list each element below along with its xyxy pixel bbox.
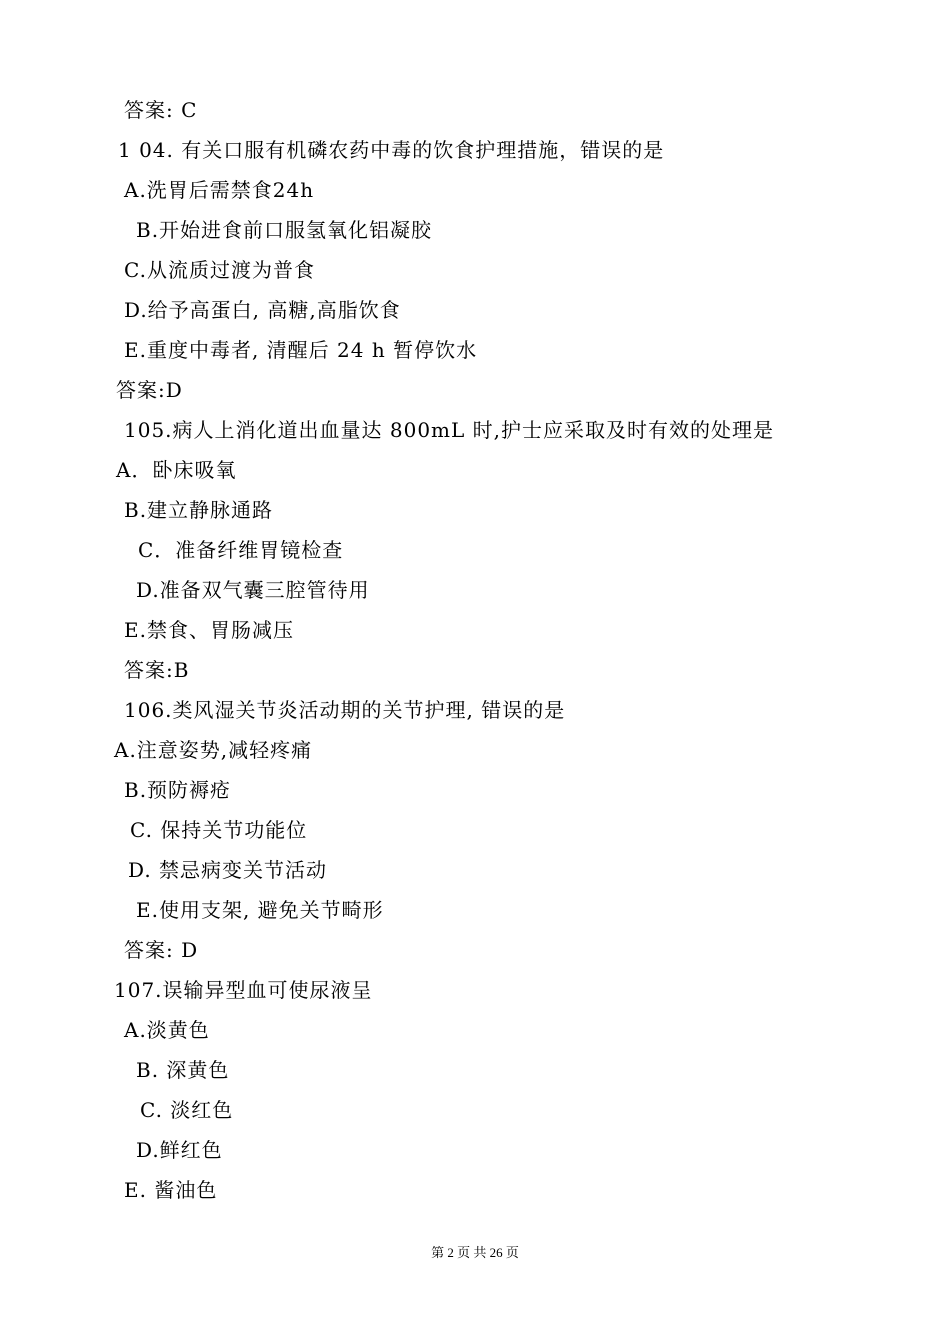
option-107-b: B. 深黄色: [136, 1058, 230, 1082]
option-107-a: A.淡黄色: [124, 1018, 210, 1042]
option-105-a: A．卧床吸氧: [116, 458, 237, 482]
option-107-e: E. 酱油色: [124, 1178, 218, 1202]
option-105-c: C．准备纤维胃镜检查: [138, 538, 344, 562]
option-106-b: B.预防褥疮: [124, 778, 232, 802]
option-105-b: B.建立静脉通路: [124, 498, 274, 522]
question-104: 1 04. 有关口服有机磷农药中毒的饮食护理措施，错误的是: [118, 138, 665, 162]
option-106-e: E.使用支架, 避免关节畸形: [136, 898, 384, 922]
option-105-d: D.准备双气囊三腔管待用: [136, 578, 370, 602]
answer-106: 答案: D: [124, 938, 199, 962]
option-104-e: E.重度中毒者, 清醒后 24 h 暂停饮水: [124, 338, 478, 362]
answer-104: 答案:D: [116, 378, 183, 402]
option-107-d: D.鲜红色: [136, 1138, 223, 1162]
question-106: 106.类风湿关节炎活动期的关节护理, 错误的是: [124, 698, 566, 722]
option-107-c: C. 淡红色: [140, 1098, 234, 1122]
question-107: 107.误输异型血可使尿液呈: [114, 978, 373, 1002]
option-106-c: C. 保持关节功能位: [130, 818, 308, 842]
option-105-e: E.禁食、胃肠减压: [124, 618, 294, 642]
question-105: 105.病人上消化道出血量达 800mL 时,护士应采取及时有效的处理是: [124, 418, 775, 442]
answer-103: 答案: C: [124, 98, 198, 122]
option-106-d: D. 禁忌病变关节活动: [128, 858, 328, 882]
page-footer: 第 2 页 共 26 页: [431, 1245, 519, 1260]
option-104-c: C.从流质过渡为普食: [124, 258, 315, 282]
option-106-a: A.注意姿势,减轻疼痛: [114, 738, 313, 762]
answer-105: 答案:B: [124, 658, 190, 682]
option-104-d: D.给予高蛋白, 高糖,高脂饮食: [124, 298, 401, 322]
option-104-a: A.洗胃后需禁食24h: [124, 178, 315, 202]
option-104-b: B.开始进食前口服氢氧化铝凝胶: [136, 218, 433, 242]
